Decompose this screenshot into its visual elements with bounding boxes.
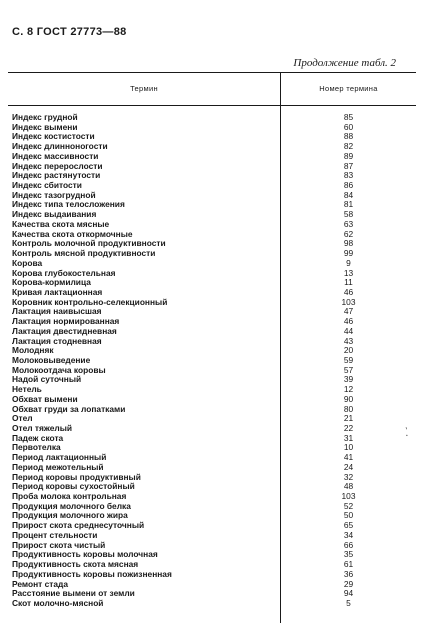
- term-number-cell: 44: [281, 327, 417, 337]
- term-number-cell: 47: [281, 307, 417, 317]
- term-cell: Молокоотдача коровы: [12, 364, 106, 375]
- term-cell: Индекс массивности: [12, 150, 99, 161]
- term-cell: Корова-кормилица: [12, 277, 91, 288]
- term-cell: Контроль мясной продуктивности: [12, 248, 156, 259]
- term-number-cell: 98: [281, 239, 417, 249]
- term-cell: Качества скота мясные: [12, 218, 110, 229]
- term-number-cell: 89: [281, 152, 417, 162]
- term-number-cell: 32: [281, 473, 417, 483]
- page-header: С. 8 ГОСТ 27773—88: [12, 26, 127, 38]
- term-number-cell: 34: [281, 531, 417, 541]
- term-cell: Первотелка: [12, 442, 61, 453]
- term-number-cell: 22: [281, 424, 417, 434]
- term-number-cell: 46: [281, 317, 417, 327]
- term-number-cell: 66: [281, 541, 417, 551]
- term-number-cell: 58: [281, 210, 417, 220]
- term-cell: Процент стельности: [12, 529, 98, 540]
- table-body: [8, 106, 416, 623]
- term-cell: Индекс длинноногости: [12, 141, 108, 152]
- term-cell: Отел: [12, 413, 33, 424]
- term-number-cell: 88: [281, 132, 417, 142]
- term-cell: Индекс перерослости: [12, 160, 103, 171]
- term-number-cell: 59: [281, 356, 417, 366]
- term-number-cell: 41: [281, 453, 417, 463]
- term-cell: Обхват груди за лопатками: [12, 403, 126, 414]
- table-row: [8, 249, 416, 259]
- term-number-cell: 99: [281, 249, 417, 259]
- term-cell: Прирост скота чистый: [12, 539, 106, 550]
- term-number-cell: 11: [281, 278, 417, 288]
- column-header-number: Номер термина: [281, 73, 417, 106]
- term-cell: Период коровы продуктивный: [12, 471, 141, 482]
- term-cell: Лактация двестидневная: [12, 325, 117, 336]
- term-number-cell: 20: [281, 346, 417, 356]
- term-cell: Кривая лактационная: [12, 286, 103, 297]
- table-row: [8, 599, 416, 623]
- term-cell: Корова: [12, 257, 43, 268]
- term-number-cell: 103: [281, 492, 417, 502]
- term-cell: Ремонт стада: [12, 578, 69, 589]
- stray-ink-mark: `.: [399, 426, 412, 440]
- term-number-cell: 86: [281, 181, 417, 191]
- term-number-cell: 36: [281, 570, 417, 580]
- term-number-cell: 29: [281, 580, 417, 590]
- term-number-cell: 61: [281, 560, 417, 570]
- term-number-cell: 5: [281, 599, 417, 623]
- term-number-cell: 13: [281, 269, 417, 279]
- term-cell: Период лактационный: [12, 452, 107, 463]
- term-number-cell: 57: [281, 366, 417, 376]
- term-number-cell: 24: [281, 463, 417, 473]
- term-number-cell: 52: [281, 502, 417, 512]
- column-header-term: Термин: [8, 73, 281, 106]
- term-number-cell: 31: [281, 434, 417, 444]
- term-cell: Надой суточный: [12, 374, 82, 385]
- term-number-cell: 46: [281, 288, 417, 298]
- table-continuation-label: Продолжение табл. 2: [293, 57, 396, 69]
- term-cell: Период межотельный: [12, 461, 104, 472]
- term-number-cell: 94: [281, 589, 417, 599]
- table-row: [8, 434, 416, 444]
- term-cell: Лактация нормированная: [12, 316, 120, 327]
- term-cell: Проба молока контрольная: [12, 491, 127, 502]
- term-cell: Молодняк: [12, 345, 54, 356]
- term-cell: Лактация стодневная: [12, 335, 102, 346]
- term-number-cell: 12: [281, 385, 417, 395]
- term-number-cell: 85: [281, 113, 417, 123]
- term-number-cell: 83: [281, 171, 417, 181]
- term-cell: Продуктивность коровы молочная: [12, 549, 158, 560]
- table-row: [8, 337, 416, 347]
- term-cell: Индекс сбитости: [12, 180, 82, 191]
- term-cell: Обхват вымени: [12, 393, 78, 404]
- term-number-cell: 81: [281, 200, 417, 210]
- term-cell: Индекс костистости: [12, 131, 95, 142]
- term-number-cell: 10: [281, 443, 417, 453]
- term-cell: Коровник контрольно-селекционный: [12, 296, 168, 307]
- term-cell: Падеж скота: [12, 432, 64, 443]
- table-row: [8, 570, 416, 580]
- term-cell: Лактация наивысшая: [12, 306, 102, 317]
- term-cell: Индекс тазогрудной: [12, 189, 96, 200]
- table-row: [8, 405, 416, 415]
- term-cell: Нетель: [12, 384, 42, 395]
- term-cell: Контроль молочной продуктивности: [12, 238, 166, 249]
- table-header-row: [8, 73, 416, 106]
- term-number-cell: 103: [281, 298, 417, 308]
- term-number-cell: 63: [281, 220, 417, 230]
- term-cell: Продукция молочного белка: [12, 500, 131, 511]
- term-number-cell: 48: [281, 482, 417, 492]
- term-cell: Индекс грудной: [12, 112, 78, 122]
- term-cell: Молоковыведение: [12, 354, 91, 365]
- term-number-cell: 87: [281, 162, 417, 172]
- term-number-cell: 50: [281, 511, 417, 521]
- term-number-cell: 80: [281, 405, 417, 415]
- term-cell: Продуктивность коровы пожизненная: [12, 568, 172, 579]
- term-number-cell: 60: [281, 123, 417, 133]
- term-number-cell: 82: [281, 142, 417, 152]
- term-cell: Индекс типа телосложения: [12, 199, 125, 210]
- term-cell: Отел тяжелый: [12, 423, 73, 433]
- term-number-cell: 62: [281, 230, 417, 240]
- term-cell: Качества скота откормочные: [12, 228, 133, 239]
- term-cell: Индекс вымени: [12, 121, 78, 132]
- term-number-cell: 39: [281, 375, 417, 385]
- term-number-cell: 9: [281, 259, 417, 269]
- term-cell: Продуктивность скота мясная: [12, 559, 139, 570]
- term-cell: Прирост скота среднесуточный: [12, 520, 145, 531]
- term-cell: Расстояние вымени от земли: [12, 588, 135, 599]
- terms-table-wrapper: [8, 72, 416, 620]
- term-cell: Скот молочно-мясной: [12, 597, 104, 608]
- term-number-cell: 43: [281, 337, 417, 347]
- term-number-cell: 65: [281, 521, 417, 531]
- term-cell: Продукция молочного жира: [12, 510, 128, 521]
- term-cell: Индекс растянутости: [12, 170, 101, 181]
- term-cell: Период коровы сухостойный: [12, 481, 135, 492]
- term-cell: Индекс выдаивания: [12, 209, 97, 220]
- table-row: [8, 424, 416, 434]
- term-number-cell: 35: [281, 550, 417, 560]
- table-row: [8, 375, 416, 385]
- term-number-cell: 84: [281, 191, 417, 201]
- term-number-cell: 90: [281, 395, 417, 405]
- term-cell: Корова глубокостельная: [12, 267, 116, 278]
- terms-index-table: [8, 72, 416, 623]
- term-number-cell: 21: [281, 414, 417, 424]
